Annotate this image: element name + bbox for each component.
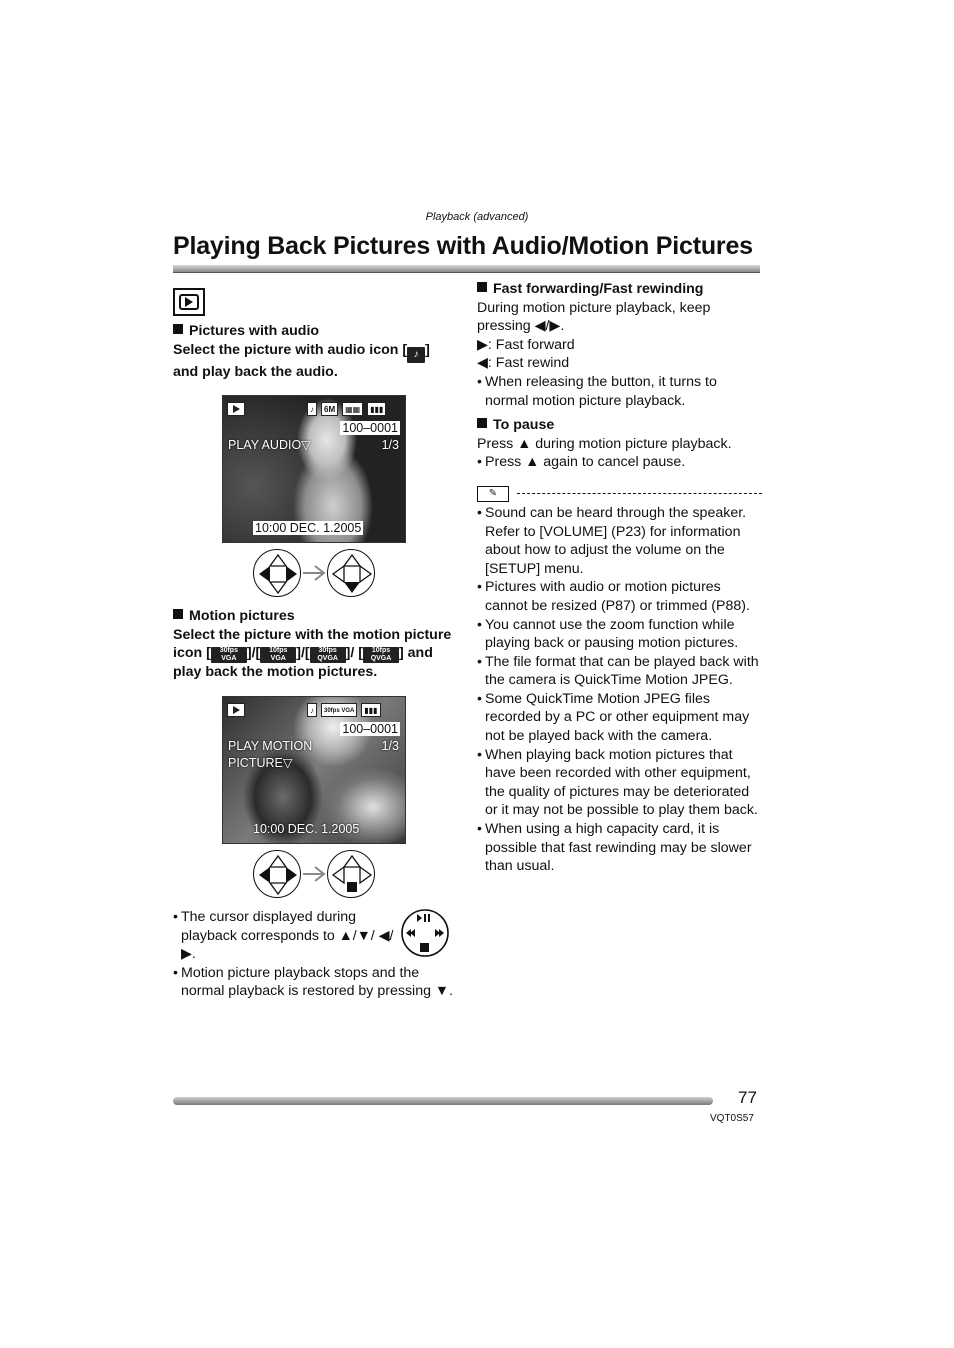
status-icons	[307, 703, 381, 717]
fps-30-vga-icon: 30fps VGA	[211, 647, 247, 663]
dpad-after-icon	[327, 549, 375, 597]
ff-heading: Fast forwarding/Fast rewinding	[477, 280, 762, 299]
date-time: 10:00 DEC. 1.2005	[253, 821, 360, 836]
audio-status-icon: ♪	[307, 402, 317, 416]
dpad-before-icon	[253, 850, 301, 898]
note-item: • When playing back motion pictures that have been recorded with other equipment, the quality of pictures may be deteriorated or it may not be possible to play them back.	[477, 746, 762, 820]
lcd-screen-audio	[222, 395, 406, 543]
status-icons	[307, 402, 386, 416]
dpad-after-icon	[327, 850, 375, 898]
motion-instruction: Select the picture with the motion picture icon [ 30fps VGA ]/[ 10fps VGA ]/[ 30fps QVGA ]/ [ 10fps QVGA ] and play back the motion pictures.	[173, 626, 452, 681]
fps-status-icon: 30fps VGA	[321, 703, 357, 717]
footer-rule	[173, 1097, 713, 1105]
fps-10-qvga-icon: 10fps QVGA	[363, 647, 399, 663]
dpad-before-icon	[253, 549, 301, 597]
playback-cursor-icon	[400, 908, 450, 958]
size-icon: ▦▦	[342, 402, 363, 416]
audio-instruction: Select the picture with audio icon [ ♪ ] and play back the audio.	[173, 341, 430, 380]
note-item: • Some QuickTime Motion JPEG files recorded by a PC or other equipment may not be played back with the camera.	[477, 690, 762, 746]
lcd-screen-motion	[222, 696, 406, 844]
motion-heading: Motion pictures	[173, 607, 458, 626]
note-item: • Sound can be heard through the speaker. Refer to [VOLUME] (P23) for information about how to adjust the volume on the [SETUP] menu.	[477, 504, 762, 578]
ff-rewind: ◀: Fast rewind	[477, 355, 570, 372]
play-mode-icon	[227, 402, 245, 416]
cursor-transition-motion	[253, 848, 458, 900]
note-item: • You cannot use the zoom function while playing back or pausing motion pictures.	[477, 616, 762, 653]
note-item: • The file format that can be played back with the camera is QuickTime Motion JPEG.	[477, 653, 762, 690]
play-motion-label: PLAY MOTION	[228, 738, 313, 753]
bullet-cursor: • The cursor displayed during playback corresponds to ▲/▼/ ◀/▶.	[173, 908, 405, 964]
quality-icon: 6M	[321, 402, 338, 416]
pause-bullet: • Press ▲ again to cancel pause.	[477, 453, 762, 472]
page-title: Playing Back Pictures with Audio/Motion Pictures	[173, 232, 753, 260]
note-icon: ✎	[477, 486, 509, 502]
note-item: • Pictures with audio or motion pictures cannot be resized (P87) or trimmed (P88).	[477, 578, 762, 615]
left-column	[173, 288, 458, 1001]
arrow-right-icon	[300, 563, 328, 583]
bullet-stop: • Motion picture playback stops and the normal playback is restored by pressing ▼.	[173, 964, 458, 1001]
play-motion-label-2: PICTURE▽	[228, 755, 293, 770]
fps-10-vga-icon: 10fps VGA	[260, 647, 296, 663]
ff-text: During motion picture playback, keep pressing ◀/▶.	[477, 299, 711, 335]
right-column	[477, 280, 762, 876]
cursor-notes	[173, 908, 458, 1001]
picture-counter: 1/3	[381, 438, 399, 453]
playback-mode-icon	[173, 288, 205, 316]
motion-status-icon: ♪	[307, 703, 317, 717]
ff-bullet: • When releasing the button, it turns to normal motion picture playback.	[477, 373, 762, 410]
battery-icon: ▮▮▮	[367, 402, 386, 416]
note-header	[477, 486, 762, 502]
section-label: Playback (advanced)	[425, 211, 529, 223]
date-time: 10:00 DEC. 1.2005	[255, 521, 362, 536]
audio-icon: ♪	[407, 347, 425, 363]
battery-icon: ▮▮▮	[361, 703, 380, 717]
file-number: 100–0001	[342, 721, 398, 736]
pause-heading: To pause	[477, 416, 762, 435]
title-rule	[173, 265, 760, 273]
document-code: VQT0S57	[710, 1113, 754, 1124]
notes-list	[477, 504, 762, 876]
note-item: • When using a high capacity card, it is possible that fast rewinding may be slower than usual.	[477, 820, 762, 876]
arrow-right-icon	[300, 864, 328, 884]
picture-counter: 1/3	[381, 738, 399, 753]
dashed-divider	[517, 493, 762, 494]
cursor-transition-audio	[253, 547, 458, 599]
fps-30-qvga-icon: 30fps QVGA	[310, 647, 346, 663]
pause-text: Press ▲ during motion picture playback.	[477, 435, 732, 452]
audio-heading: Pictures with audio	[173, 322, 458, 341]
file-number: 100–0001	[342, 421, 398, 436]
ff-forward: ▶: Fast forward	[477, 336, 575, 353]
play-audio-label: PLAY AUDIO▽	[228, 438, 311, 453]
page-number: 77	[738, 1088, 757, 1107]
play-mode-icon	[227, 703, 245, 717]
